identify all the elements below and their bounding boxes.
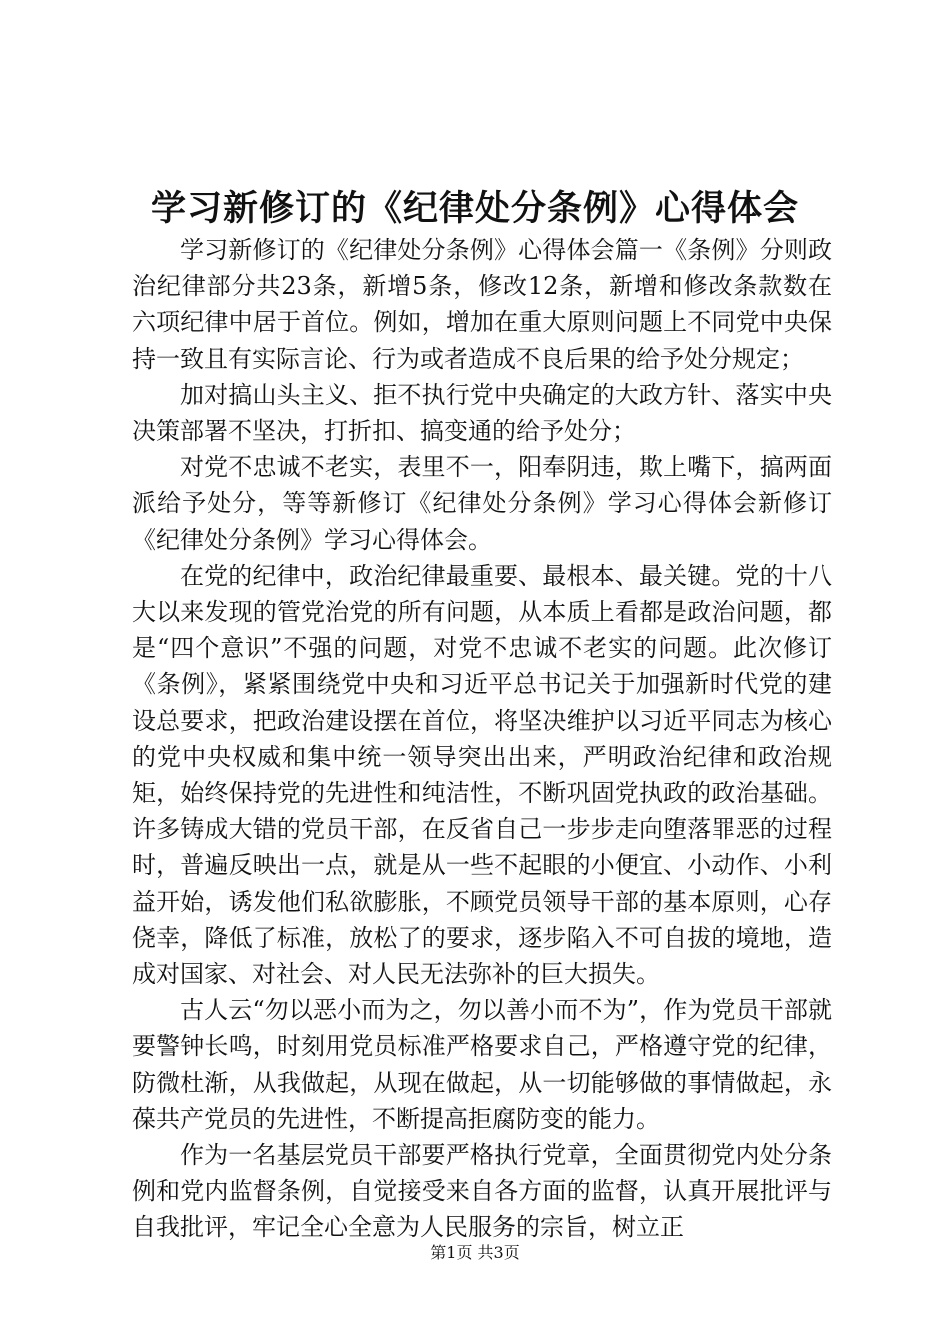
paragraph: 作为一名基层党员干部要严格执行党章，全面贯彻党内处分条例和党内监督条例，自觉接受来自各方面的监督，认真开展批评与自我批评，牢记全心全意为人民服务的宗旨，树立正 bbox=[132, 1141, 832, 1242]
document-body bbox=[132, 232, 832, 1246]
document-title: 学习新修订的《纪律处分条例》心得体会 bbox=[150, 188, 799, 229]
paragraph: 学习新修订的《纪律处分条例》心得体会篇一《条例》分则政治纪律部分共23条，新增5条，修改12条，新增和修改条款数在六项纪律中居于首位。例如，增加在重大原则问题上不同党中央保持一致且有实际言论、行为或者造成不良后果的给予处分规定； bbox=[132, 236, 832, 373]
paragraph: 古人云“勿以恶小而为之，勿以善小而不为”，作为党员干部就要警钟长鸣，时刻用党员标准严格要求自己，严格遵守党的纪律，防微杜渐，从我做起，从现在做起，从一切能够做的事情做起，永葆共产党员的先进性，不断提高拒腐防变的能力。 bbox=[132, 996, 832, 1133]
paragraph: 加对搞山头主义、拒不执行党中央确定的大政方针、落实中央决策部署不坚决，打折扣、搞变通的给予处分； bbox=[132, 380, 832, 446]
paragraph: 对党不忠诚不老实，表里不一，阳奉阴违，欺上嘴下，搞两面派给予处分，等等新修订《纪律处分条例》学习心得体会新修订《纪律处分条例》学习心得体会。 bbox=[132, 453, 832, 554]
page-footer: 第1页 共3页 bbox=[430, 1243, 520, 1262]
paragraph: 在党的纪律中，政治纪律最重要、最根本、最关键。党的十八大以来发现的管党治党的所有问题，从本质上看都是政治问题，都是“四个意识”不强的问题，对党不忠诚不老实的问题。此次修订《条例》，紧紧围绕党中央和习近平总书记关于加强新时代党的建设总要求，把政治建设摆在首位，将坚决维护以习近平同志为核心的党中央权威和集中统一领导突出出来，严明政治纪律和政治规矩，始终保持党的先进性和纯洁性，不断巩固党执政的政治基础。许多铸成大错的党员干部，在反省自己一步步走向堕落罪恶的过程时，普遍反映出一点，就是从一些不起眼的小便宜、小动作、小利益开始，诱发他们私欲膨胀，不顾党员领导干部的基本原则，心存侥幸，降低了标准，放松了的要求，逐步陷入不可自拔的境地，造成对国家、对社会、对人民无法弥补的巨大损失。 bbox=[132, 561, 832, 989]
